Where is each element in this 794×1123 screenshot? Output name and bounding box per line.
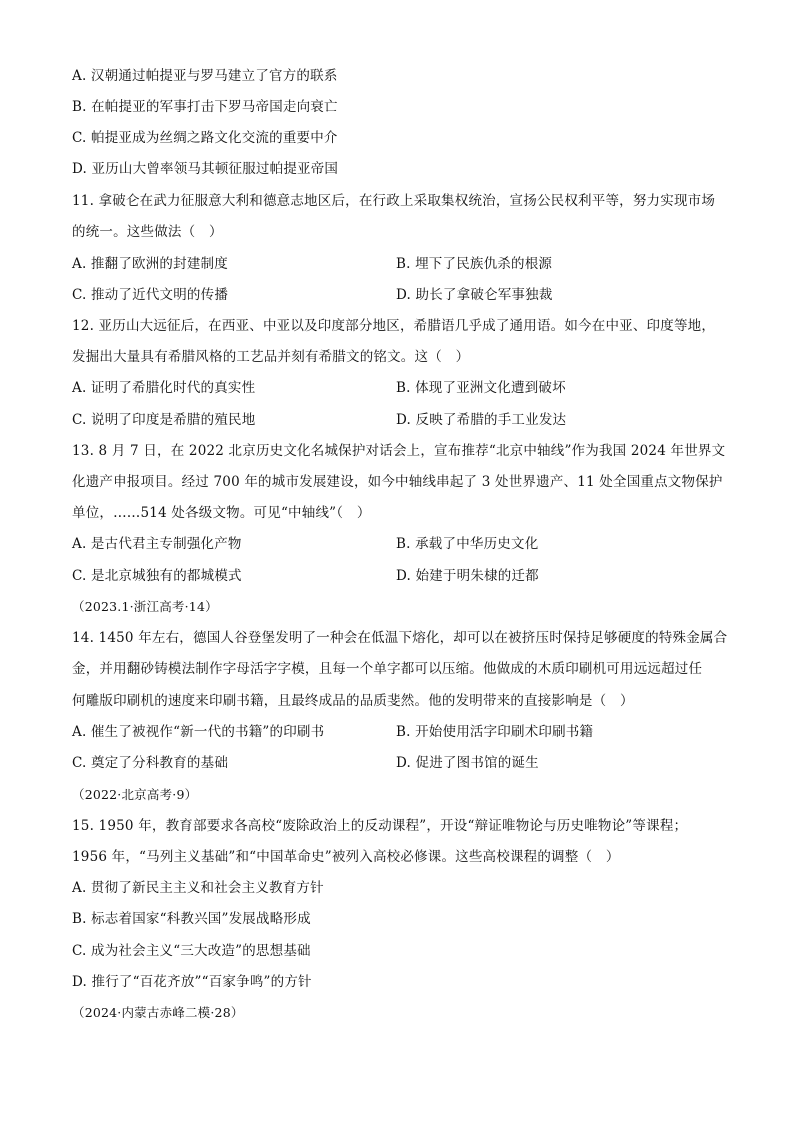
- q11-option-c: C. 推动了近代文明的传播: [72, 287, 229, 303]
- next-question-source-note: （2024·内蒙古赤峰二模·28）: [72, 1005, 244, 1020]
- q14-stem-line-1: 14. 1450 年左右，德国人谷登堡发明了一种会在低温下熔化，却可以在被挤压时保持足够硬度的特殊金属合: [72, 630, 728, 646]
- q15-source-note: （2022·北京高考·9）: [72, 787, 198, 802]
- q11-stem-line-1: 11. 拿破仑在武力征服意大利和德意志地区后，在行政上采取集权统治，宣扬公民权利平等，努力实现市场: [72, 193, 716, 209]
- q12-stem-line-1: 12. 亚历山大远征后，在西亚、中亚以及印度部分地区，希腊语几乎成了通用语。如今在中亚、印度等地，: [72, 318, 716, 334]
- q15-option-b: B. 标志着国家“科教兴国”发展战略形成: [72, 911, 311, 927]
- q15-option-d: D. 推行了“百花齐放”“百家争鸣”的方针: [72, 974, 312, 990]
- q14-stem-line-3: 何雕版印刷机的速度来印刷书籍，且最终成品的品质斐然。他的发明带来的直接影响是（ ）: [72, 693, 634, 709]
- q15-option-c: C. 成为社会主义“三大改造”的思想基础: [72, 943, 311, 959]
- q15-stem-line-2: 1956 年，“马列主义基础”和“中国革命史”被列入高校必修课。这些高校课程的调整（ ）: [72, 849, 620, 865]
- q13-stem-line-3: 单位，……514 处各级文物。可见“中轴线”（ ）: [72, 505, 371, 521]
- q10-option-d: D. 亚历山大曾率领马其顿征服过帕提亚帝国: [72, 161, 339, 177]
- q13-option-a: A. 是古代君主专制强化产物: [72, 536, 242, 552]
- q14-option-a: A. 催生了被视作“新一代的书籍”的印刷书: [72, 724, 325, 740]
- q13-stem-line-2: 化遗产申报项目。经过 700 年的城市发展建设，如今中轴线串起了 3 处世界遗产、11 处全国重点文物保护: [72, 474, 723, 490]
- q12-option-d: D. 反映了希腊的手工业发达: [396, 412, 567, 428]
- q11-option-a: A. 推翻了欧洲的封建制度: [72, 256, 228, 272]
- q15-stem-line-1: 15. 1950 年，教育部要求各高校“废除政治上的反动课程”，开设“辩证唯物论与历史唯物论”等课程；: [72, 818, 688, 834]
- q13-option-d: D. 始建于明朱棣的迁都: [396, 568, 539, 584]
- q13-option-c: C. 是北京城独有的都城模式: [72, 568, 242, 584]
- q14-option-c: C. 奠定了分科教育的基础: [72, 755, 229, 771]
- q14-option-b: B. 开始使用活字印刷术印刷书籍: [396, 724, 594, 740]
- q10-option-b: B. 在帕提亚的军事打击下罗马帝国走向衰亡: [72, 99, 338, 115]
- q10-option-a: A. 汉朝通过帕提亚与罗马建立了官方的联系: [72, 68, 338, 84]
- q11-option-b: B. 埋下了民族仇杀的根源: [396, 256, 553, 272]
- q10-option-c: C. 帕提亚成为丝绸之路文化交流的重要中介: [72, 130, 338, 146]
- q12-stem-line-2: 发掘出大量具有希腊风格的工艺品并刻有希腊文的铭文。这（ ）: [72, 349, 470, 365]
- q12-option-a: A. 证明了希腊化时代的真实性: [72, 380, 256, 396]
- q14-option-d: D. 促进了图书馆的诞生: [396, 755, 539, 771]
- q15-option-a: A. 贯彻了新民主主义和社会主义教育方针: [72, 880, 324, 896]
- q14-stem-line-2: 金，并用翻砂铸模法制作字母活字字模，且每一个单字都可以压缩。他做成的木质印刷机可用远远超过任: [72, 661, 703, 677]
- q12-option-b: B. 体现了亚洲文化遭到破坏: [396, 380, 566, 396]
- q12-option-c: C. 说明了印度是希腊的殖民地: [72, 412, 256, 428]
- q11-option-d: D. 助长了拿破仑军事独裁: [396, 287, 553, 303]
- q11-stem-line-2: 的统一。这些做法（ ）: [72, 224, 223, 240]
- q13-option-b: B. 承载了中华历史文化: [396, 536, 539, 552]
- q13-stem-line-1: 13. 8 月 7 日，在 2022 北京历史文化名城保护对话会上，宣布推荐“北京中轴线”作为我国 2024 年世界文: [72, 443, 726, 459]
- q14-source-note: （2023.1·浙江高考·14）: [72, 599, 218, 614]
